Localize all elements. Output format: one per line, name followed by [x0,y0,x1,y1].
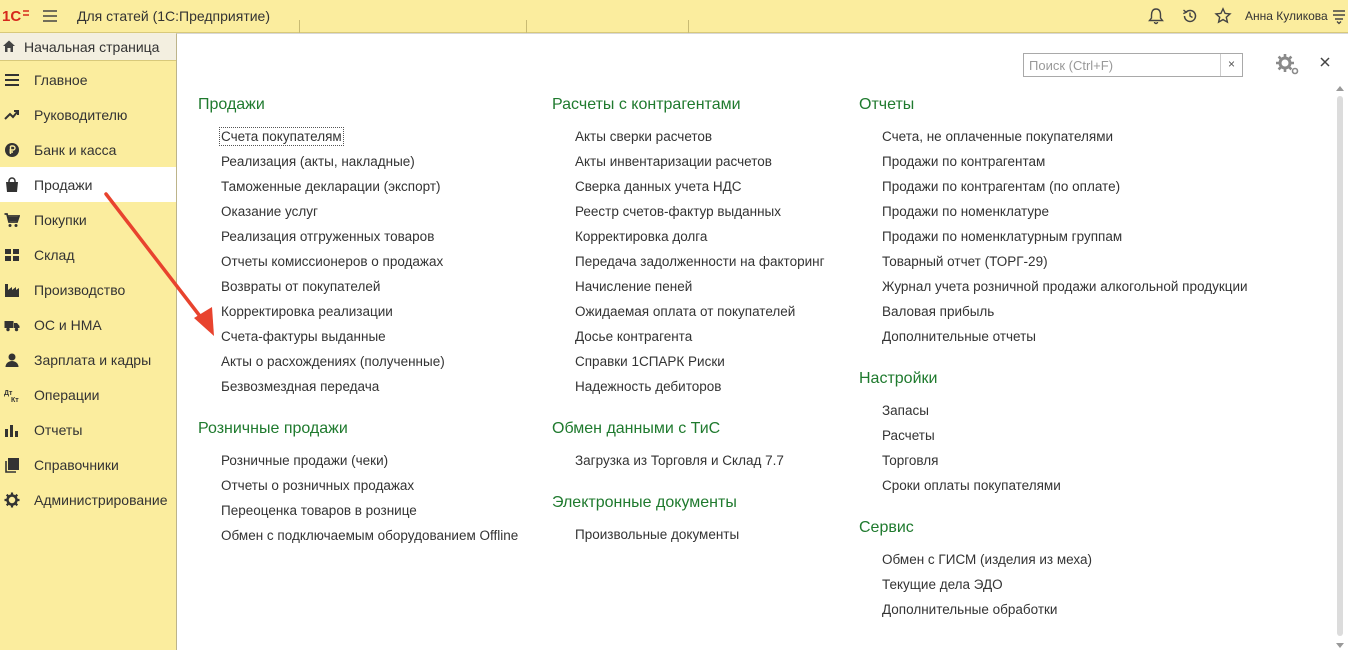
annotation-arrow-icon [102,190,222,340]
link-customer-invoices[interactable]: Счета покупателям [221,129,342,144]
tab-separator [688,20,689,34]
link-retail-receipts[interactable]: Розничные продажи (чеки) [221,453,389,468]
home-icon [2,39,16,53]
group-title-edocs: Электронные документы [552,494,737,511]
group-title-reports: Отчеты [859,96,915,113]
sidebar-item-label: Банк и касса [34,142,117,158]
sidebar-item-label: ОС и НМА [34,317,102,333]
app-title: Для статей (1С:Предприятие) [77,8,270,24]
tab-separator [526,20,527,34]
link-customer-returns[interactable]: Возвраты от покупателей [221,279,381,294]
link-realization[interactable]: Реализация (акты, накладные) [221,154,415,169]
search-box [1023,53,1243,77]
sidebar-item-label: Справочники [34,457,119,473]
link-edo-tasks[interactable]: Текущие дела ЭДО [882,577,1003,592]
link-gross-profit[interactable]: Валовая прибыль [882,304,995,319]
link-arbitrary-documents[interactable]: Произвольные документы [575,527,740,542]
link-import-trade-warehouse[interactable]: Загрузка из Торговля и Склад 7.7 [575,453,784,468]
link-shipped-goods[interactable]: Реализация отгруженных товаров [221,229,435,244]
sidebar-item-label: Покупки [34,212,87,228]
sidebar-item-label: Продажи [34,177,93,193]
sidebar-item-reports[interactable] [0,412,176,447]
sidebar-item-administration[interactable] [0,482,176,517]
scrollbar-thumb[interactable] [1337,96,1343,636]
link-sales-by-counterparty-payment[interactable]: Продажи по контрагентам (по оплате) [882,179,1121,194]
warehouse-icon [4,247,20,263]
link-expected-payment[interactable]: Ожидаемая оплата от покупателей [575,304,796,319]
user-name[interactable]: Анна Куликова [1245,9,1328,23]
history-icon[interactable] [1181,7,1199,25]
search-input[interactable] [1024,54,1220,76]
vertical-scrollbar[interactable] [1331,84,1345,650]
ruble-coin-icon [4,142,20,158]
link-alcohol-journal[interactable]: Журнал учета розничной продажи алкогольной продукции [882,279,1248,294]
sidebar-item-label: Руководителю [34,107,128,123]
link-settings-settlements[interactable]: Расчеты [882,428,935,443]
sidebar-item-director[interactable] [0,97,176,132]
sidebar-item-operations[interactable] [0,377,176,412]
link-settings-stocks[interactable]: Запасы [882,403,929,418]
scroll-down-arrow-icon[interactable] [1335,642,1345,650]
link-retail-revaluation[interactable]: Переоценка товаров в рознице [221,503,417,518]
dt-kt-icon [4,387,20,403]
svg-text:Кт: Кт [11,397,19,403]
link-reconciliation-acts[interactable]: Акты сверки расчетов [575,129,713,144]
bar-chart-icon [4,422,20,438]
sidebar-item-label: Склад [34,247,75,263]
sidebar-item-label: Операции [34,387,100,403]
sidebar-item-label: Производство [34,282,126,298]
settings-menu-icon[interactable] [1330,7,1348,25]
link-realization-correction[interactable]: Корректировка реализации [221,304,393,319]
link-invoice-register[interactable]: Реестр счетов-фактур выданных [575,204,782,219]
link-customs-declarations[interactable]: Таможенные декларации (экспорт) [221,179,441,194]
sidebar-item-label: Зарплата и кадры [34,352,152,368]
link-issued-invoices[interactable]: Счета-фактуры выданные [221,329,386,344]
sidebar-item-salary[interactable] [0,342,176,377]
person-icon [4,352,20,368]
link-unpaid-invoices[interactable]: Счета, не оплаченные покупателями [882,129,1114,144]
link-gism-exchange[interactable]: Обмен с ГИСМ (изделия из меха) [882,552,1092,567]
link-penalties[interactable]: Начисление пеней [575,279,693,294]
link-factoring[interactable]: Передача задолженности на факторинг [575,254,825,269]
link-sales-by-item-group[interactable]: Продажи по номенклатурным группам [882,229,1123,244]
tab-separator [299,20,300,34]
link-retail-reports[interactable]: Отчеты о розничных продажах [221,478,415,493]
shopping-bag-icon [4,177,20,193]
link-debt-adjustment[interactable]: Корректировка долга [575,229,708,244]
sidebar-item-main[interactable] [0,62,176,97]
link-counterparty-dossier[interactable]: Досье контрагента [575,329,693,344]
link-services[interactable]: Оказание услуг [221,204,318,219]
link-debtor-reliability[interactable]: Надежность дебиторов [575,379,722,394]
panel-settings-gear-icon[interactable] [1275,53,1301,77]
link-offline-equipment-exchange[interactable]: Обмен с подключаемым оборудованием Offline [221,528,519,543]
link-payment-terms[interactable]: Сроки оплаты покупателями [882,478,1061,493]
group-title-retail: Розничные продажи [198,420,348,437]
link-commissioner-reports[interactable]: Отчеты комиссионеров о продажах [221,254,444,269]
cart-icon [4,212,20,228]
sales-section-panel [176,33,1348,650]
group-title-service: Сервис [859,519,914,536]
star-icon[interactable] [1214,7,1232,25]
top-bar [0,0,1348,33]
sections-sidebar [0,62,176,650]
factory-icon [4,282,20,298]
sidebar-item-label: Администрирование [34,492,168,508]
truck-icon [4,317,20,333]
link-free-transfer[interactable]: Безвозмездная передача [221,379,380,394]
group-title-sales: Продажи [198,96,265,113]
link-additional-processing[interactable]: Дополнительные обработки [882,602,1058,617]
group-title-settlements: Расчеты с контрагентами [552,96,741,113]
books-icon [4,457,20,473]
trend-up-icon [4,107,20,123]
link-spark-risks[interactable]: Справки 1СПАРК Риски [575,354,725,369]
svg-text:1С: 1С [2,8,22,25]
search-clear-button[interactable]: × [1220,54,1242,76]
scroll-up-arrow-icon[interactable] [1335,84,1345,92]
svg-text:Дт: Дт [4,390,13,397]
link-sales-by-counterparty[interactable]: Продажи по контрагентам [882,154,1046,169]
link-inventory-acts[interactable]: Акты инвентаризации расчетов [575,154,772,169]
link-sales-by-item[interactable]: Продажи по номенклатуре [882,204,1050,219]
group-title-settings: Настройки [859,370,938,387]
link-discrepancy-acts[interactable]: Акты о расхождениях (полученные) [221,354,445,369]
hamburger-menu-icon[interactable] [42,9,58,23]
link-vat-reconciliation[interactable]: Сверка данных учета НДС [575,179,742,194]
1c-logo-icon[interactable] [2,7,30,25]
menu-lines-icon [4,72,20,88]
panel-close-icon[interactable] [1318,55,1332,69]
gear-icon [4,492,20,508]
link-settings-trade[interactable]: Торговля [882,453,939,468]
home-page-tab[interactable] [0,33,176,61]
group-title-exchange: Обмен данными с ТиС [552,420,721,437]
link-additional-reports[interactable]: Дополнительные отчеты [882,329,1036,344]
home-tab-label: Начальная страница [24,39,160,55]
sidebar-item-label: Главное [34,72,88,88]
sidebar-item-bank[interactable] [0,132,176,167]
bell-icon[interactable] [1147,7,1165,25]
sidebar-item-catalogs[interactable] [0,447,176,482]
sidebar-item-label: Отчеты [34,422,83,438]
link-torg-29[interactable]: Товарный отчет (ТОРГ-29) [882,254,1048,269]
